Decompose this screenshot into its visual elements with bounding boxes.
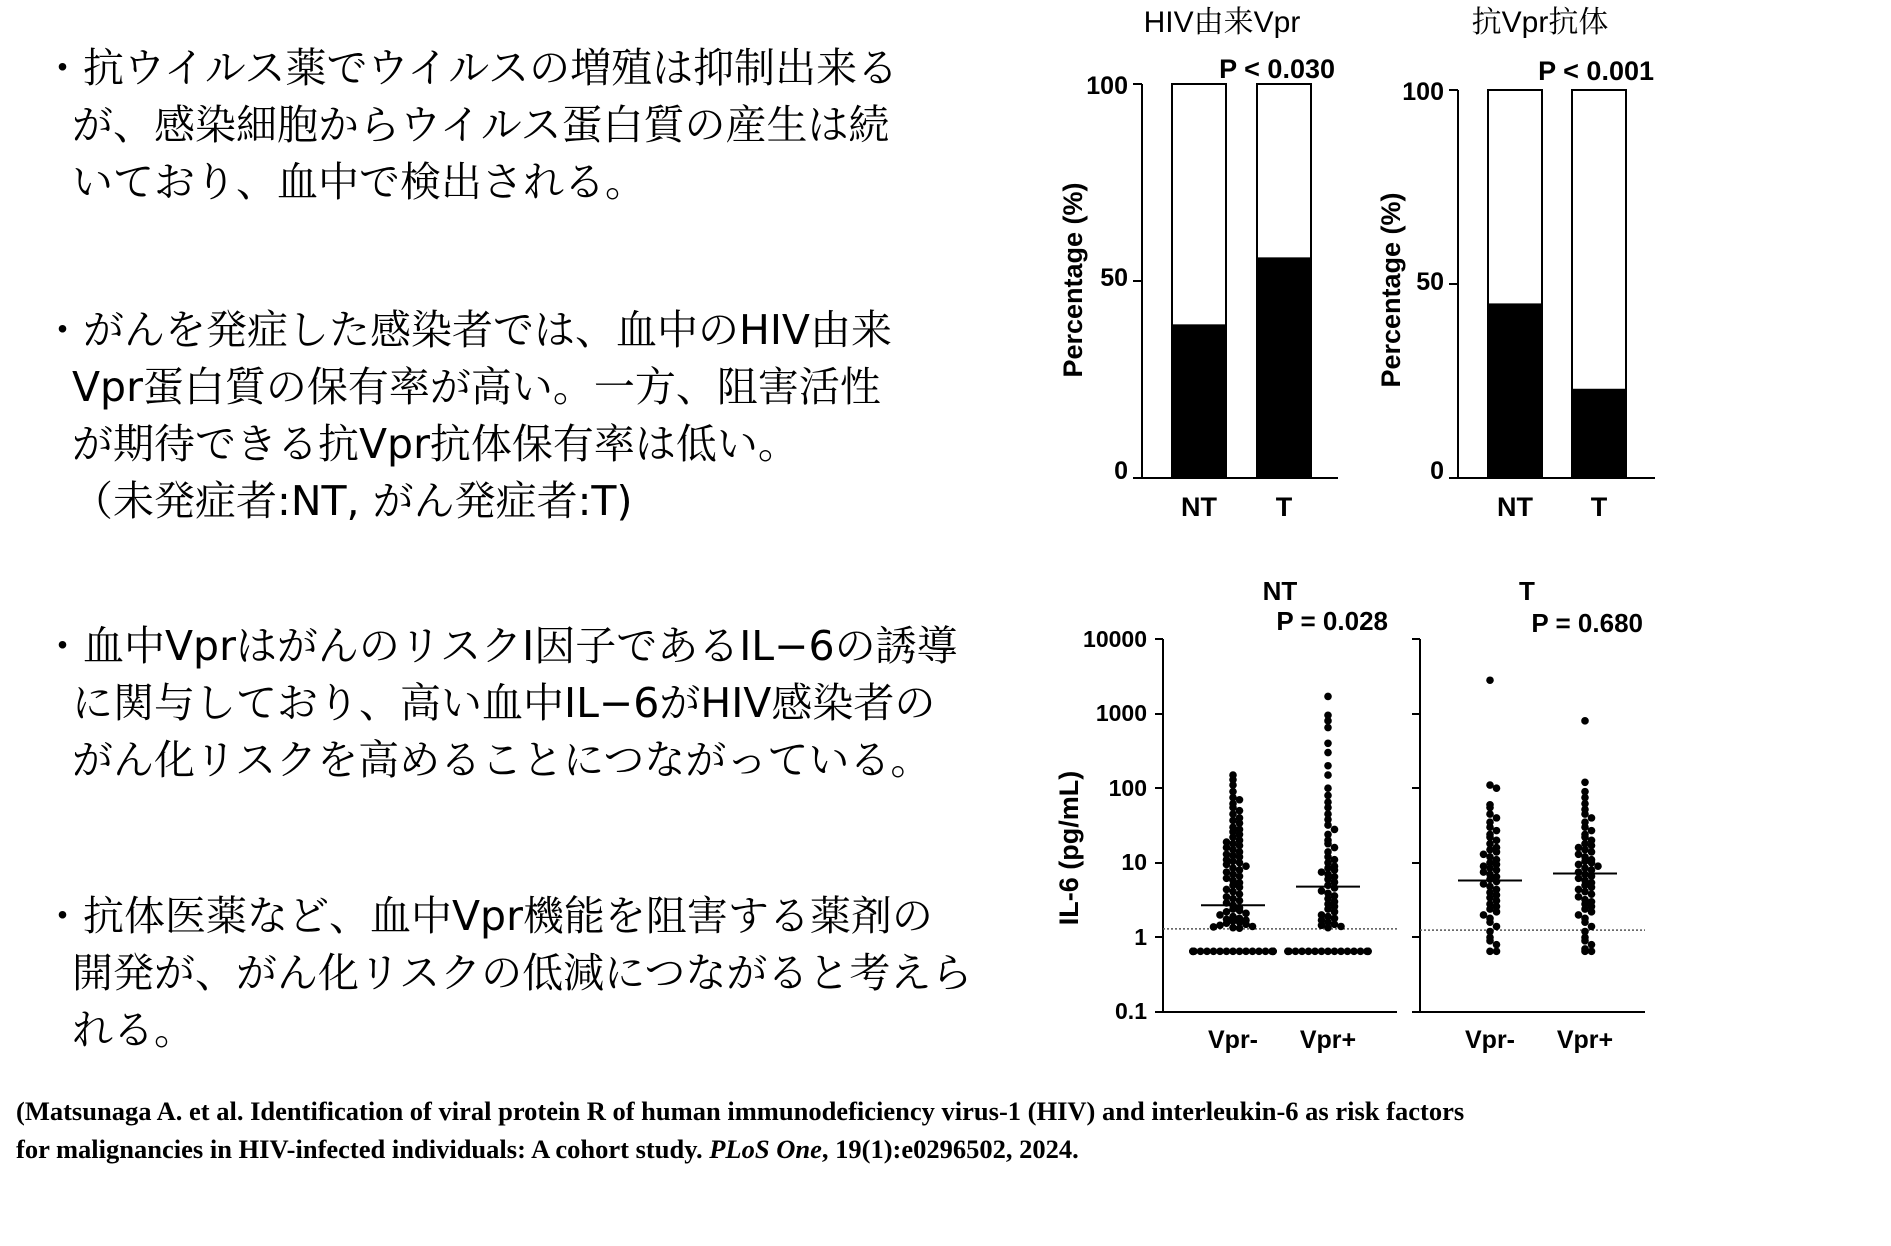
- data-point: [1229, 817, 1237, 825]
- panel-title: 抗Vpr抗体: [1471, 6, 1609, 39]
- data-point: [1364, 948, 1372, 956]
- data-point: [1493, 814, 1501, 822]
- data-point: [1350, 948, 1358, 956]
- y-tick-label: 0.1: [1115, 998, 1147, 1024]
- p-value: P < 0.030: [1219, 54, 1335, 84]
- data-point: [1493, 878, 1501, 886]
- data-point: [1229, 895, 1237, 903]
- y-tick-label: 50: [1100, 264, 1128, 292]
- data-point: [1236, 907, 1244, 915]
- data-point: [1229, 888, 1237, 896]
- data-point: [1344, 948, 1352, 956]
- data-point: [1493, 837, 1501, 845]
- data-point: [1324, 948, 1332, 956]
- data-point: [1229, 948, 1237, 956]
- scatter-points: [1189, 693, 1372, 956]
- data-point: [1324, 717, 1332, 725]
- bullet-marker: ・: [42, 306, 83, 354]
- data-point: [1588, 859, 1596, 867]
- y-tick-label: 1: [1134, 924, 1147, 950]
- data-point: [1486, 905, 1494, 913]
- data-point: [1331, 884, 1339, 892]
- data-point: [1588, 883, 1596, 891]
- data-point: [1284, 948, 1292, 956]
- y-tick-label: 0: [1114, 457, 1128, 485]
- data-point: [1493, 866, 1501, 874]
- y-tick-label: 50: [1416, 268, 1444, 296]
- x-tick-label: NT: [1497, 492, 1533, 522]
- data-point: [1223, 874, 1231, 882]
- data-point: [1324, 762, 1332, 770]
- data-point: [1486, 781, 1494, 789]
- data-point: [1575, 911, 1583, 919]
- data-point: [1318, 868, 1326, 876]
- data-point: [1223, 886, 1231, 894]
- data-point: [1581, 937, 1589, 945]
- data-point: [1357, 948, 1365, 956]
- bar-t-positive: [1572, 389, 1626, 478]
- data-point: [1324, 881, 1332, 889]
- panel-title: NT: [1262, 576, 1298, 606]
- data-point: [1331, 908, 1339, 916]
- y-tick-label: 100: [1108, 775, 1147, 801]
- data-point: [1588, 923, 1596, 931]
- data-point: [1331, 948, 1339, 956]
- y-axis-label: Percentage (%): [1058, 182, 1088, 378]
- data-point: [1575, 893, 1583, 901]
- data-point: [1318, 948, 1326, 956]
- data-point: [1324, 693, 1332, 701]
- data-point: [1236, 924, 1244, 932]
- data-point: [1242, 948, 1250, 956]
- y-tick-label: 1000: [1095, 700, 1147, 726]
- bullet-marker: ・: [42, 44, 83, 92]
- data-point: [1588, 848, 1596, 856]
- data-point: [1588, 814, 1596, 822]
- data-point: [1575, 844, 1583, 852]
- bar-t-positive: [1257, 257, 1311, 478]
- data-point: [1216, 948, 1224, 956]
- data-point: [1229, 833, 1237, 841]
- journal-name: PLoS One: [709, 1134, 822, 1164]
- panel-title: T: [1519, 576, 1535, 606]
- data-point: [1210, 948, 1218, 956]
- y-tick-label: 100: [1402, 78, 1444, 106]
- bar-nt-positive: [1488, 303, 1542, 478]
- data-point: [1318, 887, 1326, 895]
- y-axis-label: IL-6 (pg/mL): [1054, 770, 1084, 926]
- data-point: [1581, 823, 1589, 831]
- x-tick-label: Vpr+: [1299, 1026, 1357, 1054]
- data-point: [1216, 922, 1224, 930]
- data-point: [1197, 948, 1205, 956]
- x-tick-label: NT: [1181, 492, 1217, 522]
- data-point: [1324, 792, 1332, 800]
- data-point: [1229, 905, 1237, 913]
- data-point: [1249, 948, 1257, 956]
- data-point: [1486, 810, 1494, 818]
- data-point: [1236, 883, 1244, 891]
- data-point: [1575, 861, 1583, 869]
- data-point: [1493, 908, 1501, 916]
- data-point: [1223, 948, 1231, 956]
- data-point: [1324, 840, 1332, 848]
- data-point: [1269, 948, 1277, 956]
- data-point: [1575, 850, 1583, 858]
- data-point: [1236, 807, 1244, 815]
- x-tick-label: Vpr-: [1208, 1026, 1258, 1054]
- p-value: P = 0.680: [1531, 608, 1643, 638]
- x-tick-label: Vpr-: [1465, 1026, 1515, 1054]
- y-tick-label: 10000: [1083, 626, 1147, 652]
- bullet-3-line-1: 血中VprはがんのリスクI因子であるIL−6の誘導: [83, 622, 958, 670]
- data-point: [1486, 833, 1494, 841]
- p-value: P < 0.001: [1538, 56, 1654, 86]
- bullet-1-line-3: いており、血中で検出される。: [72, 158, 646, 206]
- data-point: [1581, 833, 1589, 841]
- data-point: [1581, 778, 1589, 786]
- data-point: [1331, 920, 1339, 928]
- data-point: [1588, 941, 1596, 949]
- data-point: [1493, 923, 1501, 931]
- data-point: [1229, 781, 1237, 789]
- data-point: [1331, 866, 1339, 874]
- data-point: [1581, 905, 1589, 913]
- data-point: [1223, 861, 1231, 869]
- bullet-3-line-2: に関与しており、高い血中IL−6がHIV感染者の: [72, 679, 936, 727]
- data-point: [1581, 888, 1589, 896]
- data-point: [1236, 796, 1244, 804]
- data-point: [1493, 827, 1501, 835]
- data-point: [1480, 911, 1488, 919]
- bullet-3-line-3: がん化リスクを高めることにつながっている。: [72, 736, 932, 784]
- data-point: [1242, 862, 1250, 870]
- data-point: [1249, 923, 1257, 931]
- bullet-2-line-3: が期待できる抗Vpr抗体保有率は低い。: [72, 420, 799, 468]
- data-point: [1581, 918, 1589, 926]
- bullet-4-line-1: 抗体医薬など、血中Vpr機能を阻害する薬剤の: [83, 892, 933, 940]
- data-point: [1298, 948, 1306, 956]
- data-point: [1588, 948, 1596, 956]
- data-point: [1324, 821, 1332, 829]
- data-point: [1229, 924, 1237, 932]
- data-point: [1486, 948, 1494, 956]
- data-point: [1486, 918, 1494, 926]
- data-point: [1581, 846, 1589, 854]
- y-axis-label: Percentage (%): [1376, 192, 1406, 388]
- panel-hiv-vpr: [1058, 6, 1338, 522]
- data-point: [1223, 844, 1231, 852]
- data-point: [1229, 857, 1237, 865]
- x-tick-label: T: [1275, 492, 1293, 522]
- data-point: [1189, 948, 1197, 956]
- bullet-2-line-1: がんを発症した感染者では、血中のHIV由来: [83, 306, 892, 354]
- data-point: [1486, 937, 1494, 945]
- data-point: [1493, 941, 1501, 949]
- data-point: [1229, 804, 1237, 812]
- citation-line-1: (Matsunaga A. et al. Identification of viral protein R of human immunodeficiency virus-1 (HIV) and interleukin-6 as risk factors: [16, 1096, 1465, 1126]
- bullet-4-line-3: れる。: [72, 1006, 195, 1054]
- data-point: [1324, 905, 1332, 913]
- y-tick-label: 100: [1086, 72, 1128, 100]
- data-point: [1486, 876, 1494, 884]
- data-point: [1331, 856, 1339, 864]
- bullet-marker: ・: [42, 892, 83, 940]
- panel-anti-vpr-antibody: [1376, 6, 1655, 522]
- bullet-marker: ・: [42, 622, 83, 670]
- y-tick-label: 0: [1430, 457, 1444, 485]
- data-point: [1486, 846, 1494, 854]
- data-point: [1588, 827, 1596, 835]
- data-point: [1331, 826, 1339, 834]
- x-tick-label: T: [1590, 492, 1608, 522]
- data-point: [1486, 804, 1494, 812]
- p-value: P = 0.028: [1276, 606, 1388, 636]
- data-point: [1324, 924, 1332, 932]
- data-point: [1581, 948, 1589, 956]
- data-point: [1486, 823, 1494, 831]
- data-point: [1337, 923, 1345, 931]
- data-point: [1324, 804, 1332, 812]
- bullet-4-line-2: 開発が、がん化リスクの低減につながると考えら: [72, 949, 973, 997]
- data-point: [1588, 890, 1596, 898]
- data-point: [1210, 923, 1218, 931]
- bar-nt-positive: [1172, 324, 1226, 478]
- data-point: [1575, 886, 1583, 894]
- data-point: [1486, 676, 1494, 684]
- bullet-2-line-2: Vpr蛋白質の保有率が高い。一方、阻害活性: [72, 363, 881, 411]
- data-point: [1331, 844, 1339, 852]
- data-point: [1480, 850, 1488, 858]
- data-point: [1324, 749, 1332, 757]
- data-point: [1588, 908, 1596, 916]
- data-point: [1311, 948, 1319, 956]
- data-point: [1255, 948, 1263, 956]
- data-point: [1223, 919, 1231, 927]
- data-point: [1581, 717, 1589, 725]
- data-point: [1223, 908, 1231, 916]
- data-point: [1324, 784, 1332, 792]
- panel-il6-nt: [1054, 576, 1397, 1054]
- data-point: [1581, 810, 1589, 818]
- y-tick-label: 10: [1121, 849, 1147, 875]
- scatter-points: [1458, 676, 1617, 955]
- data-point: [1236, 872, 1244, 880]
- citation-line-2: for malignancies in HIV-infected individuals: A cohort study. PLoS One, 19(1):e0296502, 2024.: [16, 1134, 1079, 1164]
- data-point: [1236, 897, 1244, 905]
- data-point: [1262, 948, 1270, 956]
- data-point: [1216, 911, 1224, 919]
- data-point: [1594, 862, 1602, 870]
- bullet-1-line-2: が、感染細胞からウイルス蛋白質の産生は続: [72, 101, 890, 149]
- data-point: [1324, 724, 1332, 732]
- citation: [16, 1092, 1876, 1168]
- data-point: [1324, 739, 1332, 747]
- data-point: [1236, 859, 1244, 867]
- data-point: [1305, 948, 1313, 956]
- data-point: [1493, 948, 1501, 956]
- data-point: [1229, 917, 1237, 925]
- data-point: [1575, 874, 1583, 882]
- panel-title: HIV由来Vpr: [1143, 6, 1301, 39]
- x-tick-label: Vpr+: [1556, 1026, 1614, 1054]
- bullet-1-line-1: 抗ウイルス薬でウイルスの増殖は抑制出来る: [83, 44, 899, 92]
- data-point: [1203, 948, 1211, 956]
- data-point: [1493, 784, 1501, 792]
- data-point: [1242, 910, 1250, 918]
- data-point: [1337, 948, 1345, 956]
- data-point: [1236, 948, 1244, 956]
- data-point: [1581, 857, 1589, 865]
- data-point: [1292, 948, 1300, 956]
- panel-il6-t: [1412, 576, 1645, 1054]
- data-point: [1480, 868, 1488, 876]
- data-point: [1324, 771, 1332, 779]
- data-point: [1493, 848, 1501, 856]
- data-point: [1236, 890, 1244, 898]
- data-point: [1242, 920, 1250, 928]
- bullet-2-line-4: （未発症者:NT, がん発症者:T): [72, 477, 633, 525]
- data-point: [1318, 922, 1326, 930]
